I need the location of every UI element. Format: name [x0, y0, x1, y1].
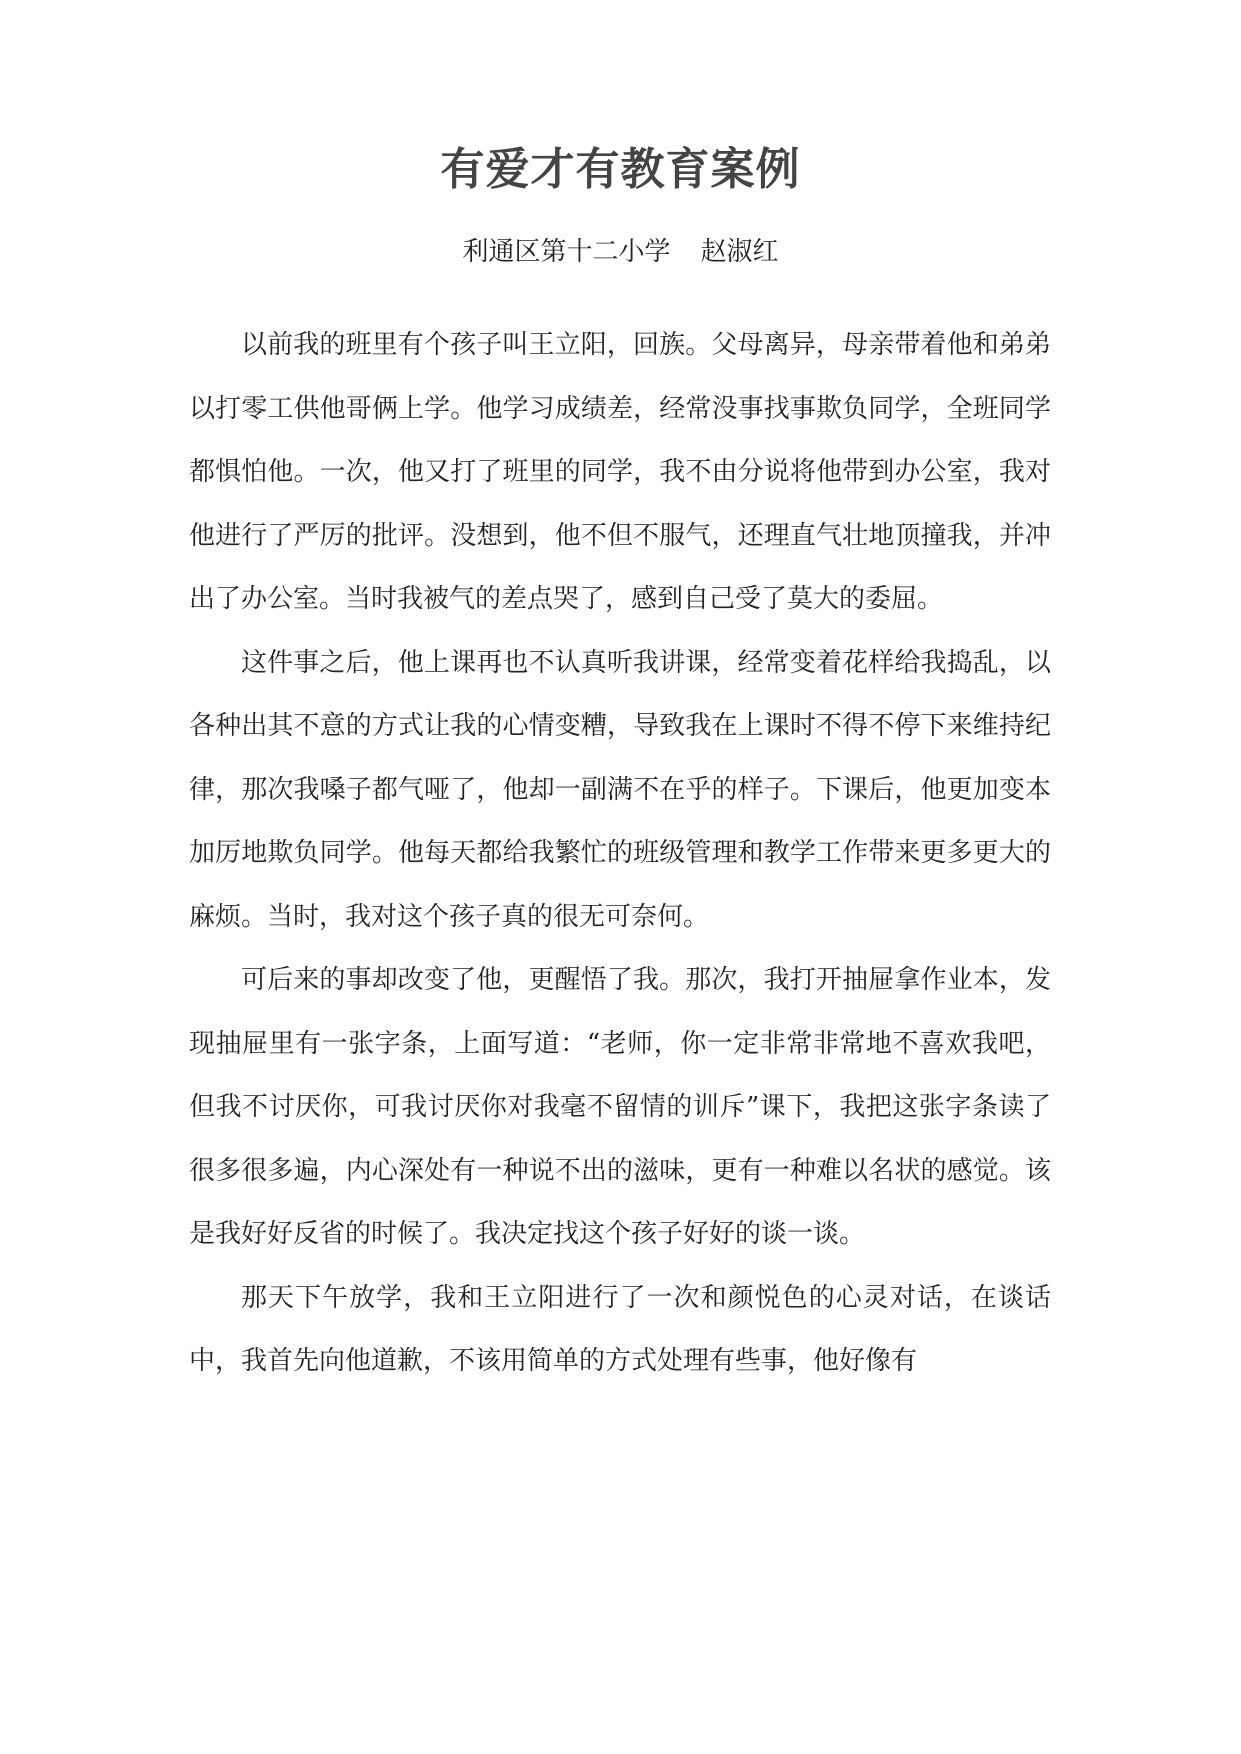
- paragraph: 这件事之后，他上课再也不认真听我讲课，经常变着花样给我捣乱，以各种出其不意的方式让我的心情变糟，导致我在上课时不得不停下来维持纪律，那次我嗓子都气哑了，他却一副满不在乎的样子。下课后，他更加变本加厉地欺负同学。他每天都给我繁忙的班级管理和教学工作带来更多更大的麻烦。当时，我对这个孩子真的很无可奈何。: [189, 647, 1051, 932]
- document-body: [189, 314, 1051, 1394]
- author-line: [0, 234, 1241, 270]
- paragraph: 可后来的事却改变了他，更醒悟了我。那次，我打开抽屉拿作业本，发现抽屉里有一张字条，上面写道：“老师，你一定非常非常地不喜欢我吧，但我不讨厌你，可我讨厌你对我毫不留情的训斥”课下，我把这张字条读了很多很多遍，内心深处有一种说不出的滋味，更有一种难以名状的感觉。该是我好好反省的时候了。我决定找这个孩子好好的谈一谈。: [189, 965, 1051, 1249]
- paragraph: 以前我的班里有个孩子叫王立阳，回族。父母离异，母亲带着他和弟弟以打零工供他哥俩上学。他学习成绩差，经常没事找事欺负同学，全班同学都惧怕他。一次，他又打了班里的同学，我不由分说将他带到办公室，我对他进行了严厉的批评。没想到，他不但不服气，还理直气壮地顶撞我，并冲出了办公室。当时我被气的差点哭了，感到自己受了莫大的委屈。: [189, 330, 1051, 614]
- paragraph: 那天下午放学，我和王立阳进行了一次和颜悦色的心灵对话，在谈话中，我首先向他道歉，不该用简单的方式处理有些事，他好像有: [189, 1282, 1051, 1376]
- school-name: 利通区第十二小学: [462, 237, 671, 267]
- document-title: 有爱才有教育案例: [440, 144, 801, 195]
- author-name: 赵淑红: [700, 237, 779, 267]
